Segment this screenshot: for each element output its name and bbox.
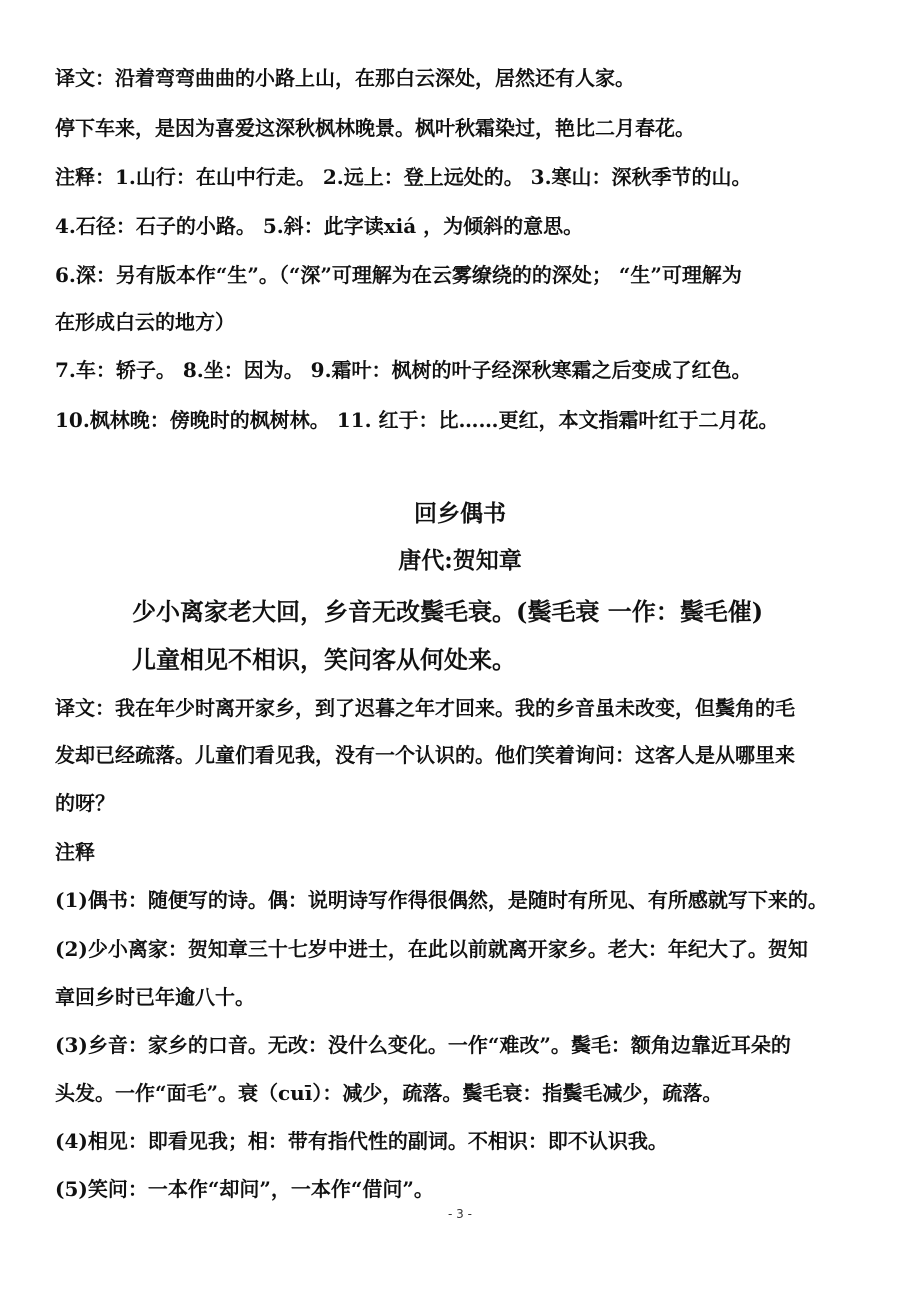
section2-translation-line-2: 发却已经疏落。儿童们看见我，没有一个认识的。他们笑着询问：这客人是从哪里来 <box>55 743 795 767</box>
section1-notes-line-3: 6.深：另有版本作“生”。（“深”可理解为在云雾缭绕的的深处； “生”可理解为 <box>55 263 742 287</box>
page-number: - 3 - <box>448 1207 472 1221</box>
note-3-line-2: 头发。一作“面毛”。衰（cuī）：减少，疏落。鬓毛衰：指鬓毛减少，疏落。 <box>55 1081 723 1105</box>
section1-notes-line-4: 在形成白云的地方） <box>55 310 235 334</box>
section1-notes-line-6: 10.枫林晚：傍晚时的枫树林。 11. 红于：比……更红，本文指霜叶红于二月花。 <box>55 408 779 432</box>
section2-translation-line-3: 的呀？ <box>55 791 115 815</box>
note-1: (1)偶书：随便写的诗。偶：说明诗写作得很偶然，是随时有所见、有所感就写下来的。 <box>55 888 828 912</box>
note-2-line-1: (2)少小离家：贺知章三十七岁中进士，在此以前就离开家乡。老大：年纪大了。贺知 <box>55 937 808 961</box>
note-5: (5)笑问：一本作“却问”，一本作“借问”。 <box>55 1177 434 1201</box>
poem-verse-2: 儿童相见不相识，笑问客从何处来。 <box>132 645 516 674</box>
note-2-line-2: 章回乡时已年逾八十。 <box>55 985 255 1009</box>
section2-translation-line-1: 译文：我在年少时离开家乡，到了迟暮之年才回来。我的乡音虽未改变，但鬓角的毛 <box>55 696 795 720</box>
note-4: (4)相见：即看见我；相：带有指代性的副词。不相识：即不认识我。 <box>55 1129 668 1153</box>
section1-notes-line-5: 7.车：轿子。 8.坐：因为。 9.霜叶：枫树的叶子经深秋寒霜之后变成了红色。 <box>55 358 752 382</box>
note-3-line-1: (3)乡音：家乡的口音。无改：没什么变化。一作“难改”。鬓毛：额角边靠近耳朵的 <box>55 1033 791 1057</box>
section1-notes-line-1: 注释：1.山行：在山中行走。 2.远上：登上远处的。 3.寒山：深秋季节的山。 <box>55 165 752 189</box>
poem-title: 回乡偶书 <box>414 500 506 527</box>
poem-author: 唐代:贺知章 <box>398 547 522 574</box>
section1-translation-line-2: 停下车来，是因为喜爱这深秋枫林晚景。枫叶秋霜染过，艳比二月春花。 <box>55 116 695 140</box>
section1-notes-line-2: 4.石径：石子的小路。 5.斜：此字读xiá ，为倾斜的意思。 <box>55 214 584 238</box>
section1-translation-line-1: 译文：沿着弯弯曲曲的小路上山，在那白云深处，居然还有人家。 <box>55 66 635 90</box>
notes-heading: 注释 <box>55 840 95 864</box>
poem-verse-1: 少小离家老大回，乡音无改鬓毛衰。(鬓毛衰 一作：鬓毛催) <box>132 597 764 626</box>
